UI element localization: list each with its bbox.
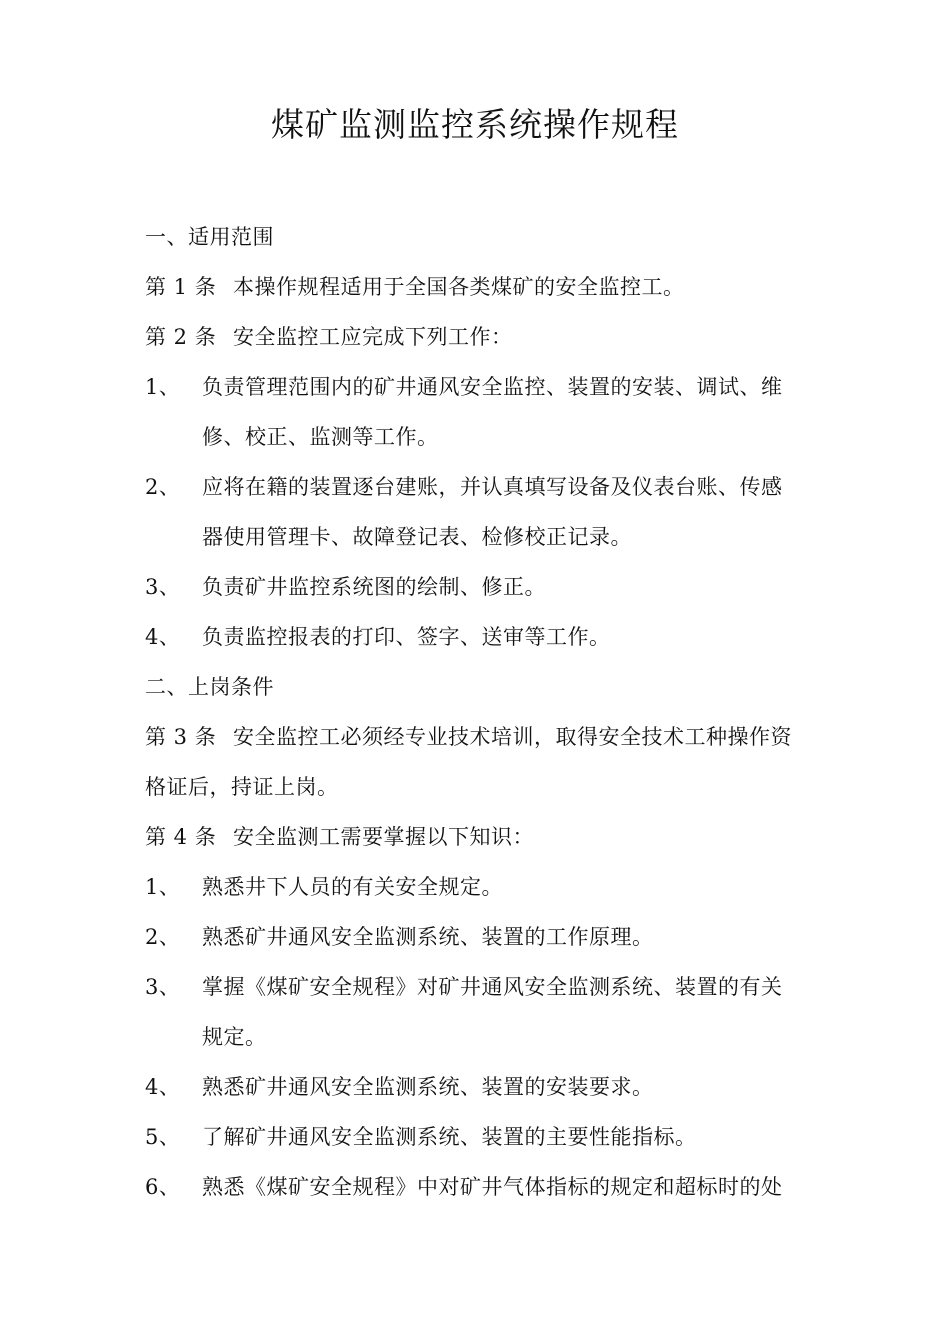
document-title: 煤矿监测监控系统操作规程: [271, 105, 679, 144]
list-item-text: 掌握《煤矿安全规程》对矿井通风安全监测系统、装置的有关: [202, 975, 783, 999]
list-item-text: 应将在籍的装置逐台建账，并认真填写设备及仪表台账、传感: [202, 475, 783, 499]
list-item-number: 3、: [145, 575, 181, 599]
list-item-text: 了解矿井通风安全监测系统、装置的主要性能指标。: [202, 1125, 697, 1149]
article-line: [145, 712, 810, 762]
article-label: 第 4 条: [145, 825, 217, 849]
list-item-text: 熟悉矿井通风安全监测系统、装置的安装要求。: [202, 1075, 654, 1099]
article-label: 第 2 条: [145, 325, 217, 349]
list-item: [145, 1162, 810, 1212]
article-label: 第 1 条: [145, 275, 217, 299]
list-item-number: 2、: [145, 925, 181, 949]
article-text: 安全监控工必须经专业技术培训，取得安全技术工种操作资: [233, 725, 792, 749]
article-line: [145, 812, 810, 862]
list-item: [145, 362, 810, 412]
list-item: [145, 612, 810, 662]
list-item-number: 3、: [145, 975, 181, 999]
list-item-text: 负责矿井监控系统图的绘制、修正。: [202, 575, 546, 599]
list-item-number: 4、: [145, 625, 181, 649]
article-text: 安全监控工应完成下列工作：: [233, 325, 513, 349]
list-item-number: 1、: [145, 875, 181, 899]
list-item-continuation: 修、校正、监测等工作。: [202, 425, 439, 449]
list-item-continuation: 器使用管理卡、故障登记表、检修校正记录。: [202, 525, 632, 549]
article-text: 安全监测工需要掌握以下知识：: [233, 825, 534, 849]
section-heading: 二、上岗条件: [145, 675, 274, 699]
list-item: [145, 562, 810, 612]
article-label: 第 3 条: [145, 725, 217, 749]
article-line: [145, 262, 810, 312]
list-item-number: 4、: [145, 1075, 181, 1099]
list-item-text: 负责监控报表的打印、签字、送审等工作。: [202, 625, 611, 649]
list-item-number: 1、: [145, 375, 181, 399]
list-item-text: 熟悉矿井通风安全监测系统、装置的工作原理。: [202, 925, 654, 949]
list-item: [145, 462, 810, 512]
list-item: [145, 1062, 810, 1112]
list-item-text: 负责管理范围内的矿井通风安全监控、装置的安装、调试、维: [202, 375, 783, 399]
list-item: [145, 1112, 810, 1162]
list-item-number: 2、: [145, 475, 181, 499]
list-item-text: 熟悉井下人员的有关安全规定。: [202, 875, 503, 899]
list-item-continuation: 规定。: [202, 1025, 267, 1049]
article-text: 本操作规程适用于全国各类煤矿的安全监控工。: [233, 275, 685, 299]
list-item-text: 熟悉《煤矿安全规程》中对矿井气体指标的规定和超标时的处: [202, 1175, 783, 1199]
document-body: [145, 212, 810, 1212]
list-item-number: 6、: [145, 1175, 181, 1199]
list-item: [145, 962, 810, 1012]
paragraph-line: 格证后，持证上岗。: [145, 775, 339, 799]
list-item: [145, 862, 810, 912]
list-item: [145, 912, 810, 962]
list-item-number: 5、: [145, 1125, 181, 1149]
section-heading: 一、适用范围: [145, 225, 274, 249]
article-line: [145, 312, 810, 362]
